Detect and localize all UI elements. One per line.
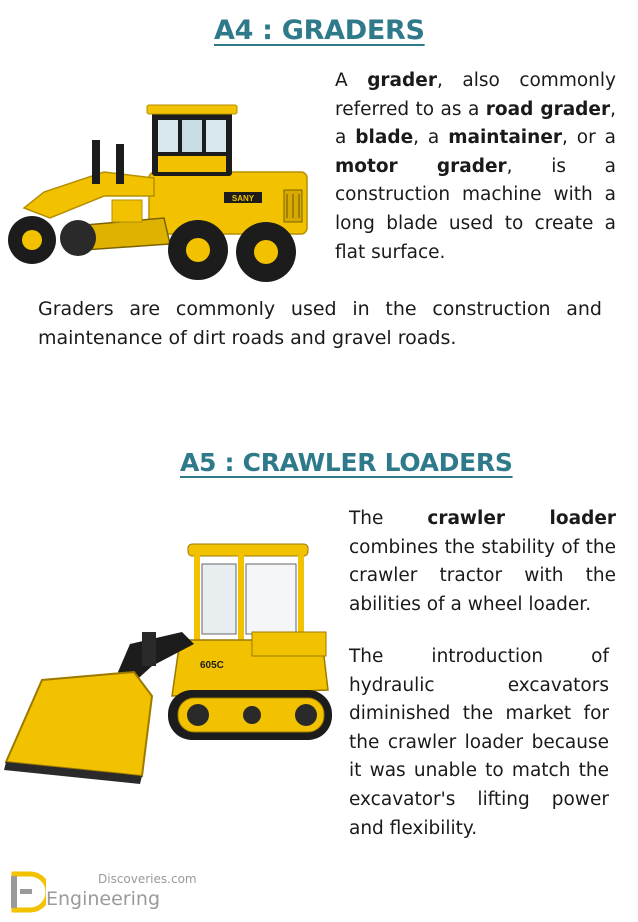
ed-logo-icon bbox=[10, 870, 46, 914]
section-a4-intro-paragraph: A grader, also commonly referred to as a road grader, a blade, a maintainer, or a motor grader, is a construction machine with a long blade used to create a flat surface. bbox=[335, 70, 616, 263]
loader-hood bbox=[252, 632, 326, 656]
section-a5-intro-paragraph: The crawler loader combines the stability of the crawler tractor with the abilities of a wheel loader. bbox=[349, 508, 616, 615]
section-a4-usage-paragraph: Graders are commonly used in the construction and maintenance of dirt roads and gravel roads. bbox=[38, 298, 602, 349]
section-a5-history-paragraph: The introduction of hydraulic excavators diminished the market for the crawler loader because it was unable to match the excavator's lifting power and flexibility. bbox=[349, 646, 609, 839]
section-a5-heading: A5 : CRAWLER LOADERS bbox=[180, 448, 513, 477]
section-a4-heading: A4 : GRADERS bbox=[214, 15, 425, 46]
motor-grader-image bbox=[4, 100, 314, 290]
grader-badge-text: SANY bbox=[231, 194, 255, 203]
loader-bucket bbox=[6, 672, 152, 776]
loader-canopy-roof bbox=[188, 544, 308, 556]
grader-cab-roof bbox=[147, 105, 237, 114]
engineering-discoveries-watermark bbox=[10, 868, 210, 916]
loader-tracks bbox=[168, 690, 332, 740]
crawler-loader-image bbox=[2, 540, 336, 790]
watermark-line-2: Engineering bbox=[46, 888, 160, 910]
watermark-line-1: Discoveries.com bbox=[98, 872, 197, 886]
loader-model-label: 605C bbox=[200, 660, 224, 671]
